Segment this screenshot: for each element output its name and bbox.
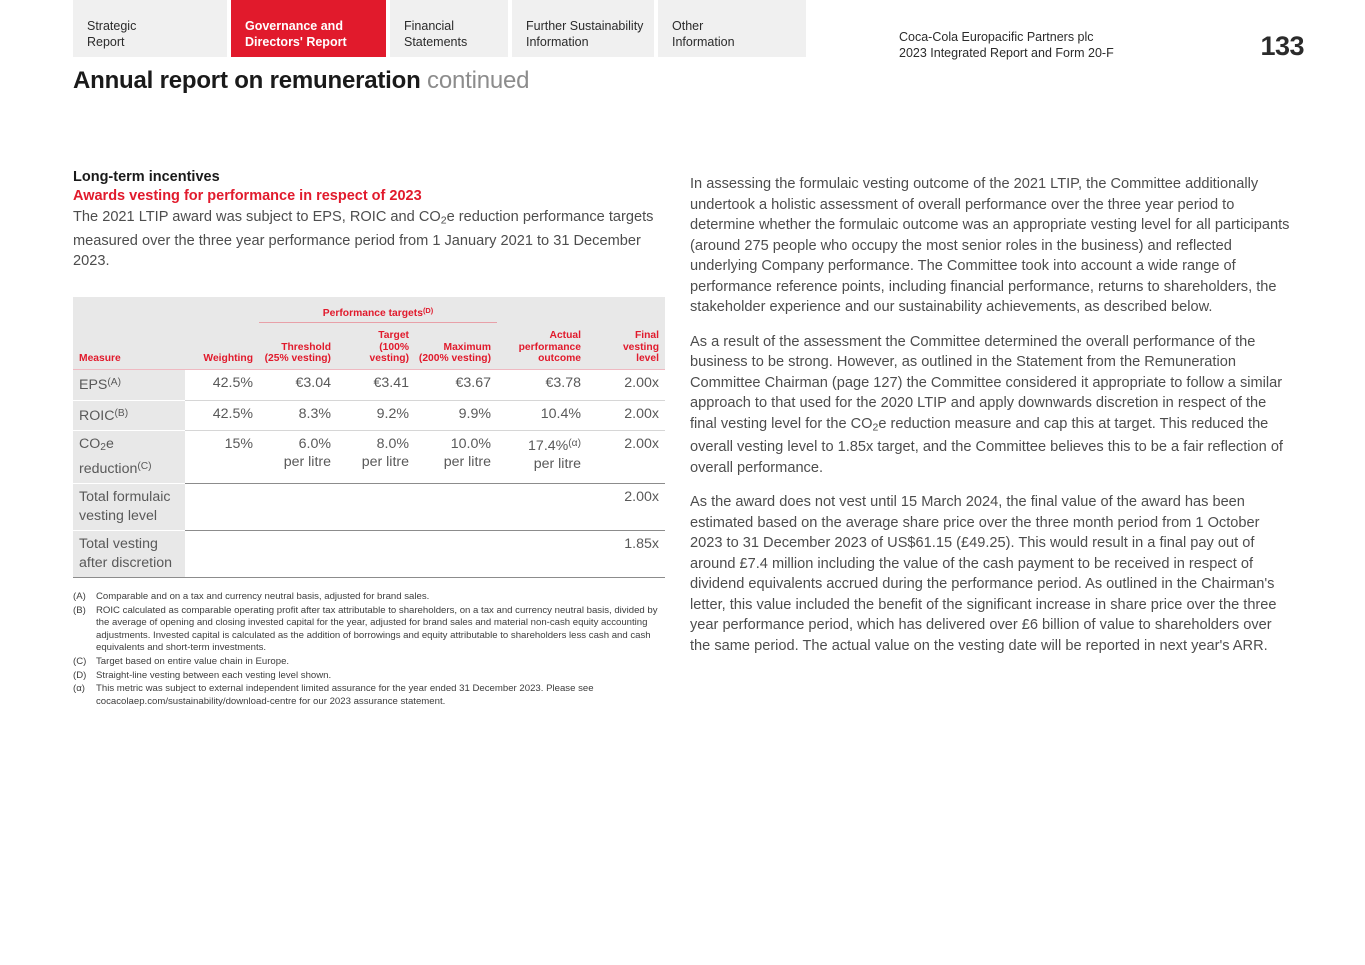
footnote-b bbox=[73, 605, 673, 655]
page-title bbox=[73, 67, 529, 95]
measure-label: ROIC bbox=[79, 407, 115, 424]
cell-roic-threshold: 8.3% bbox=[259, 400, 337, 430]
cell-eps-threshold: €3.04 bbox=[259, 370, 337, 400]
table-row-eps bbox=[73, 370, 665, 400]
measure-label-line-2 bbox=[79, 458, 181, 478]
section-nav-tabs bbox=[73, 0, 806, 57]
nav-tab-governance-and-directors-report[interactable] bbox=[231, 0, 386, 57]
performance-targets-table bbox=[73, 297, 665, 578]
table-row-total-formulaic-vesting-level bbox=[73, 484, 665, 531]
paragraph-2-subscript: 2 bbox=[872, 420, 879, 433]
cell-value-unit: per litre bbox=[361, 454, 409, 471]
footnote-marker: (D) bbox=[73, 669, 87, 681]
nav-tab-label-line-1: Strategic bbox=[87, 19, 137, 33]
performance-targets-table-wrapper bbox=[73, 297, 665, 578]
col-header-final-line-1: Final bbox=[634, 329, 659, 341]
footnote-marker: (B) bbox=[73, 604, 86, 616]
intro-part-2: e reduction performance targets measured over the three year performance period from 1 January 2021 to 31 December 2023. bbox=[73, 209, 654, 270]
nav-tab-other-information[interactable] bbox=[658, 0, 806, 57]
cell-roic-actual: 10.4% bbox=[497, 400, 587, 430]
nav-tab-financial-statements[interactable] bbox=[390, 0, 508, 57]
cell-total-discretion-threshold bbox=[259, 531, 337, 578]
cell-value-unit: per litre bbox=[533, 456, 581, 473]
nav-tab-label-line-2: Information bbox=[526, 34, 589, 49]
col-header-maximum-label: Maximum bbox=[443, 341, 491, 353]
cell-roic-maximum: 9.9% bbox=[415, 400, 497, 430]
group-header-footnote-ref: (D) bbox=[422, 305, 434, 315]
section-subheading-awards-vesting: Awards vesting for performance in respect of 2023 bbox=[73, 188, 422, 204]
page-number: 133 bbox=[1260, 31, 1304, 61]
cell-co2e-target bbox=[337, 430, 415, 483]
paragraph-holistic-assessment: In assessing the formulaic vesting outcome of the 2021 LTIP, the Committee additionally undertook a holistic assessment of overall performance over the three year period to determine whether the formulaic outcome was an appropriate vesting level for all participants (around 275 people who occupy the most senior roles in the business) and reflected underlying Company performance. The Committee took into account a wide range of performance reference points, including financial performance, returns to shareholders, the stakeholder experience and our sustainability achievements, as described below. bbox=[690, 176, 1290, 315]
group-header-rule bbox=[259, 321, 497, 323]
measure-footnote-ref: (C) bbox=[137, 460, 152, 472]
intro-subscript: 2 bbox=[440, 214, 447, 227]
total-label-line-1: Total vesting bbox=[79, 536, 158, 553]
col-header-final-line-2: vesting bbox=[622, 341, 659, 353]
col-header-actual-performance-outcome bbox=[497, 330, 587, 370]
group-header-spacer-weighting bbox=[185, 297, 259, 330]
cell-value: 10.0% bbox=[450, 435, 491, 452]
footnote-a bbox=[73, 591, 673, 604]
nav-tab-label-line-2: Information bbox=[672, 34, 735, 49]
cell-total-discretion-maximum bbox=[415, 531, 497, 578]
footnote-text: This metric was subject to external independent limited assurance for the year ended 31 December 2023. Please see cocacolaep.com/sustainability/download-centre for our 2023 assurance statement. bbox=[96, 683, 594, 707]
table-row-total-vesting-after-discretion bbox=[73, 531, 665, 578]
measure-label-tail: e bbox=[105, 435, 114, 452]
footnote-text: Straight-line vesting between each vesting level shown. bbox=[96, 669, 332, 681]
cell-eps-target: €3.41 bbox=[337, 370, 415, 400]
intro-part-1: The 2021 LTIP award was subject to EPS, ROIC and CO bbox=[73, 209, 441, 225]
table-group-header-row bbox=[73, 297, 665, 330]
cell-total-discretion-final: 1.85x bbox=[587, 531, 665, 578]
paragraph-2-part-1: As a result of the assessment the Committee determined the overall performance of the business to be strong. However, as outlined in the Statement from the Remuneration Committee Chairman (page 127) the Committee considered it appropriate to follow a similar approach to that used for the 2020 LTIP and apply downwards discretion in respect of the final vesting level for the CO bbox=[690, 333, 1283, 432]
measure-label: CO bbox=[79, 435, 101, 452]
table-row-co2e-reduction bbox=[73, 430, 665, 483]
paragraph-downwards-discretion bbox=[690, 332, 1293, 479]
col-header-actual-line-1: Actual bbox=[549, 329, 581, 341]
col-header-weighting bbox=[185, 330, 259, 370]
table-body bbox=[73, 370, 665, 578]
col-header-threshold-label: Threshold bbox=[281, 341, 331, 353]
table-column-header-row bbox=[73, 330, 665, 370]
page-header bbox=[0, 0, 1365, 61]
col-header-final-line-3: level bbox=[636, 353, 659, 365]
cell-total-discretion-target bbox=[337, 531, 415, 578]
total-label-line-2: vesting level bbox=[79, 507, 158, 524]
page-title-main: Annual report on remuneration bbox=[73, 67, 421, 94]
total-label-line-1: Total formulaic bbox=[79, 489, 171, 506]
cell-roic-weighting: 42.5% bbox=[185, 400, 259, 430]
cell-co2e-final: 2.00x bbox=[587, 430, 665, 483]
col-header-threshold bbox=[259, 330, 337, 370]
row-measure-roic bbox=[73, 400, 185, 430]
col-header-weighting-label: Weighting bbox=[203, 353, 253, 365]
cell-total-discretion-weighting bbox=[185, 531, 259, 578]
footnote-text: ROIC calculated as comparable operating profit after tax attributable to shareholders, on a tax and currency neutral basis, divided by the average of opening and closing invested capital for the year, adjusted for brand sales and material non-cash equity accounting adjustments. Invested capital is calculated as the addition of borrowings and equity attributable to shareholders less cash and cash equivalents and short-term investments. bbox=[96, 604, 658, 654]
total-label-line-2: after discretion bbox=[79, 554, 173, 571]
row-measure-eps bbox=[73, 370, 185, 400]
footnote-marker: (C) bbox=[73, 656, 87, 668]
cell-total-formulaic-weighting bbox=[185, 484, 259, 531]
cell-total-formulaic-target bbox=[337, 484, 415, 531]
cell-total-discretion-actual bbox=[497, 531, 587, 578]
page-title-continued: continued bbox=[427, 67, 530, 94]
section-heading-long-term-incentives: Long-term incentives bbox=[73, 169, 220, 185]
row-measure-total-formulaic bbox=[73, 484, 185, 531]
cell-eps-actual: €3.78 bbox=[497, 370, 587, 400]
report-name: 2023 Integrated Report and Form 20-F bbox=[899, 45, 1114, 60]
group-header-spacer-left bbox=[73, 297, 185, 330]
company-name: Coca-Cola Europacific Partners plc bbox=[899, 30, 1094, 44]
cell-eps-weighting: 42.5% bbox=[185, 370, 259, 400]
group-header-performance-targets bbox=[259, 297, 497, 330]
nav-tab-further-sustainability-information[interactable] bbox=[512, 0, 654, 57]
cell-value-unit: per litre bbox=[443, 454, 491, 471]
row-measure-co2e-reduction bbox=[73, 430, 185, 483]
nav-tab-label-line-2: Statements bbox=[404, 34, 468, 49]
col-header-measure-label: Measure bbox=[79, 353, 121, 365]
col-header-measure bbox=[73, 330, 185, 370]
col-header-target-sub: (100% vesting) bbox=[369, 341, 409, 365]
group-header-spacer-actual bbox=[497, 297, 587, 330]
cell-value bbox=[497, 435, 581, 455]
cell-eps-final: 2.00x bbox=[587, 370, 665, 400]
nav-tab-label-line-1: Financial bbox=[404, 19, 455, 33]
right-column bbox=[690, 174, 1293, 656]
measure-label: EPS bbox=[79, 377, 108, 394]
table-row-roic bbox=[73, 400, 665, 430]
nav-tab-strategic-report[interactable] bbox=[73, 0, 227, 57]
group-header-label: Performance targets bbox=[322, 307, 423, 319]
cell-co2e-threshold bbox=[259, 430, 337, 483]
nav-tab-label-line-2: Directors' Report bbox=[245, 34, 347, 49]
cell-co2e-actual bbox=[497, 430, 587, 483]
table-header bbox=[73, 297, 665, 370]
nav-tab-label-line-1: Further Sustainability bbox=[526, 19, 644, 33]
col-header-actual-line-2: performance bbox=[518, 341, 581, 353]
footnote-d bbox=[73, 670, 673, 683]
cell-eps-maximum: €3.67 bbox=[415, 370, 497, 400]
cell-co2e-weighting: 15% bbox=[185, 430, 259, 483]
col-header-maximum bbox=[415, 330, 497, 370]
cell-total-formulaic-final: 2.00x bbox=[587, 484, 665, 531]
col-header-target bbox=[337, 330, 415, 370]
cell-roic-target: 9.2% bbox=[337, 400, 415, 430]
nav-tab-label-line-2: Report bbox=[87, 34, 125, 49]
paragraph-2-part-2: e reduction measure and cap this at target. This reduced the overall vesting level to 1.85x target, and the Committee believes this to be a fair reflection of overall performance. bbox=[690, 415, 1283, 476]
cell-value: 8.0% bbox=[376, 435, 409, 452]
measure-label-line-2-text: reduction bbox=[79, 460, 138, 477]
cell-co2e-maximum bbox=[415, 430, 497, 483]
cell-value-number: 17.4% bbox=[528, 437, 569, 454]
cell-total-formulaic-threshold bbox=[259, 484, 337, 531]
row-measure-total-after-discretion bbox=[73, 531, 185, 578]
col-header-final-vesting-level bbox=[587, 330, 665, 370]
col-header-threshold-sub: (25% vesting) bbox=[264, 353, 331, 365]
footnote-text: Target based on entire value chain in Europe. bbox=[96, 656, 290, 668]
nav-tab-label-line-1: Governance and bbox=[245, 19, 343, 33]
paragraph-award-valuation: As the award does not vest until 15 March 2024, the final value of the award has been estimated based on the average share price over the three month period from 1 October 2023 to 31 December 2023 of US$61.15 (£49.25). This would result in a final pay out of around £7.4 million including the value of the cash payment to be received in respect of dividend equivalents accrued during the performance period. As outlined in the Chairman's letter, this value included the benefit of the significant increase in share price over the three year performance period, which has delivered over £6 billion of value to shareholders over the same period. The actual value on the vesting date will be reported in next year's ARR. bbox=[690, 494, 1277, 654]
cell-value: 6.0% bbox=[298, 435, 331, 452]
measure-footnote-ref: (A) bbox=[107, 377, 122, 389]
cell-total-formulaic-actual bbox=[497, 484, 587, 531]
cell-footnote-ref: (α) bbox=[568, 437, 581, 449]
intro-paragraph bbox=[73, 207, 665, 272]
table-footnotes bbox=[73, 591, 673, 708]
report-identification bbox=[899, 30, 1114, 61]
group-header-spacer-final bbox=[587, 297, 665, 330]
left-column bbox=[73, 168, 665, 709]
measure-subscript: 2 bbox=[100, 442, 106, 454]
col-header-target-label: Target bbox=[378, 329, 409, 341]
cell-roic-final: 2.00x bbox=[587, 400, 665, 430]
footnote-alpha bbox=[73, 683, 673, 708]
col-header-actual-line-3: outcome bbox=[538, 353, 581, 365]
measure-footnote-ref: (B) bbox=[114, 407, 129, 419]
cell-total-formulaic-maximum bbox=[415, 484, 497, 531]
footnote-text: Comparable and on a tax and currency neutral basis, adjusted for brand sales. bbox=[96, 591, 430, 603]
nav-tab-label-line-1: Other bbox=[672, 19, 704, 33]
footnote-marker: (α) bbox=[73, 683, 85, 695]
footnote-c bbox=[73, 656, 673, 669]
cell-value-unit: per litre bbox=[283, 454, 331, 471]
col-header-maximum-sub: (200% vesting) bbox=[418, 353, 491, 365]
footnote-marker: (A) bbox=[73, 591, 86, 603]
